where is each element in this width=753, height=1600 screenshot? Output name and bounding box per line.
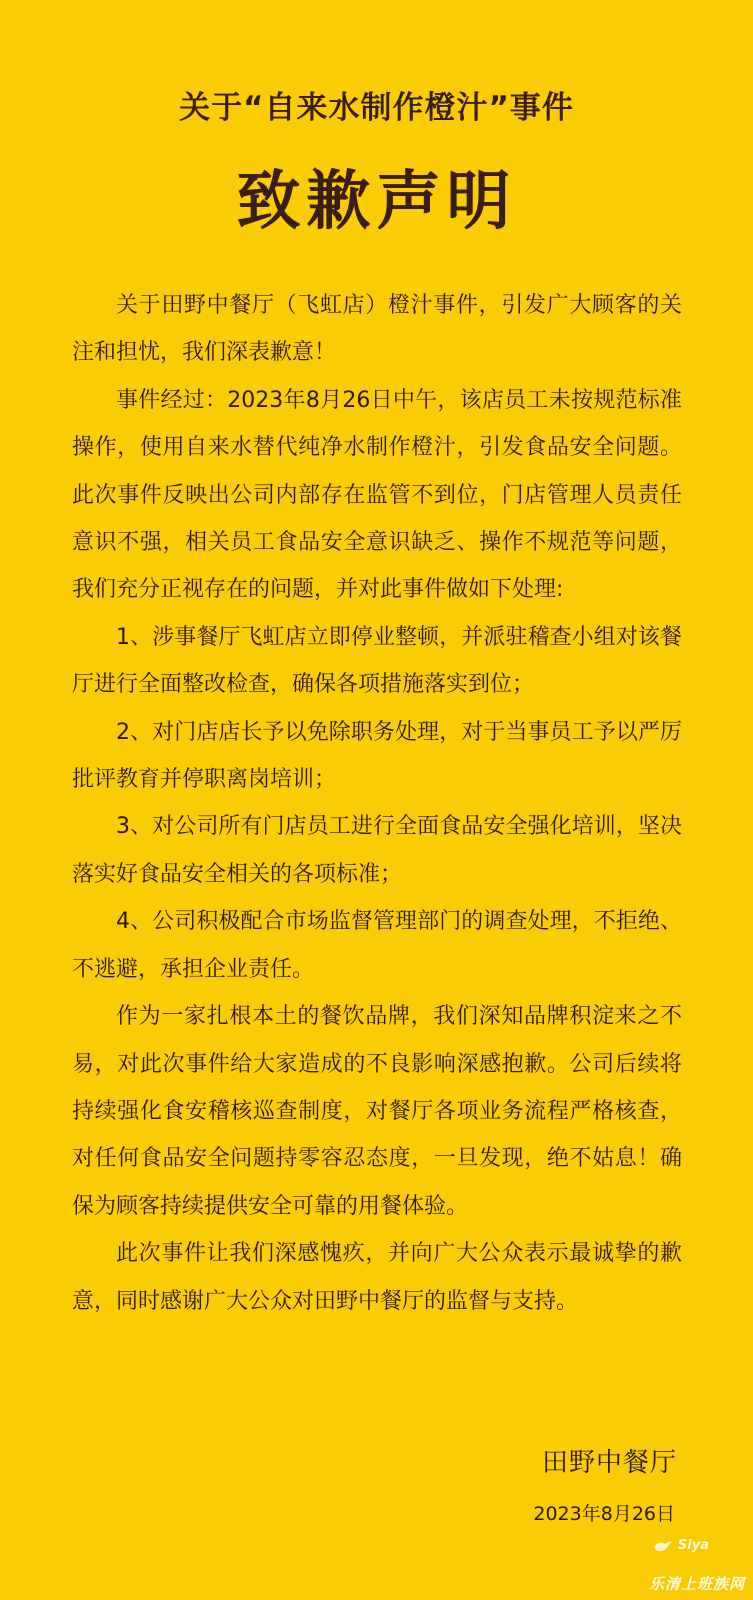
paragraph-measure-1: 1、涉事餐厅飞虹店立即停业整顿，并派驻稽查小组对该餐厅进行全面整改检查，确保各项措施落实到位； [72,624,682,698]
paragraph-measure-4: 4、公司积极配合市场监督管理部门的调查处理，不拒绝、不逃避，承担企业责任。 [72,909,682,982]
statement-subtitle: 关于“自来水制作橙汁”事件 [179,90,574,126]
signature-organization: 田野中餐厅 [541,1448,677,1478]
paragraph-closing: 此次事件让我们深感愧疚，并向广大公众表示最诚挚的歉意，同时感谢广大公众对田野中餐厅的监督与支持。 [72,1241,682,1314]
watermark-logo-text: Siya [677,1538,709,1553]
paragraph-measure-2: 2、对门店店长予以免除职务处理，对于当事员工予以严厉批评教育并停职离岗培训； [72,719,682,793]
site-watermark [597,1538,747,1594]
paragraph-incident: 事件经过：2023年8月26日中午，该店员工未按规范标准操作，使用自来水替代纯净水制作橙汁，引发食品安全问题。此次事件反映出公司内部存在监管不到位，门店管理人员责任意识不强，相关员工食品安全意识缺乏、操作不规范等问题，我们充分正视存在的问题，并对此事件做如下处理: [72,387,682,603]
signature-date: 2023年8月26日 [533,1503,675,1525]
watermark-site-name: 乐清上班族网 [648,1575,745,1593]
watermark-logo [653,1538,709,1553]
statement-title: 致歉声明 [236,165,517,239]
statement-body [72,282,682,1325]
paragraph-measure-3: 3、对公司所有门店员工进行全面食品安全强化培训，坚决落实好食品安全相关的各项标准； [72,814,682,887]
bird-logo-icon [653,1539,673,1553]
paragraph-commitment: 作为一家扎根本土的餐饮品牌，我们深知品牌积淀来之不易，对此次事件给大家造成的不良影响深感抱歉。公司后续将持续强化食安稽核巡查制度，对餐厅各项业务流程严格核查，对任何食品安全问题持零容忍态度，一旦发现，绝不姑息！确保为顾客持续提供安全可靠的用餐体验。 [72,1004,682,1219]
paragraph-intro: 关于田野中餐厅（飞虹店）橙汁事件，引发广大顾客的关注和担忧，我们深表歉意！ [72,293,682,366]
